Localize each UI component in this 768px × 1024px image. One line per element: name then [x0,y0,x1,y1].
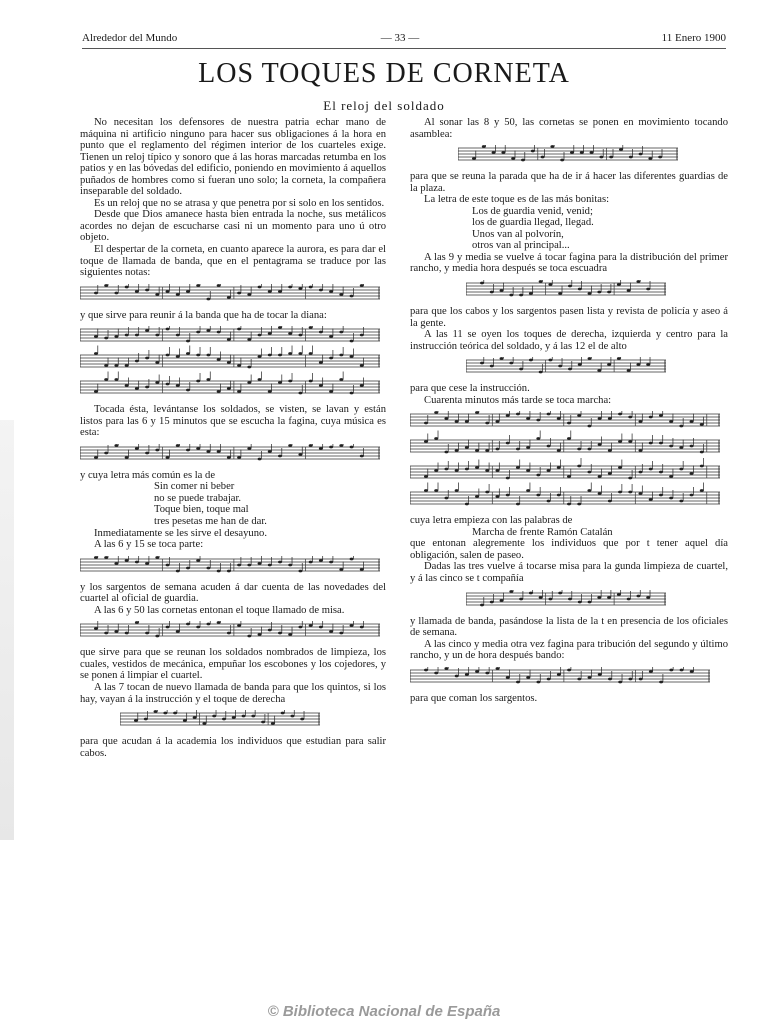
music-staff-asamblea [410,145,728,163]
paragraph: Tocada ésta, levántanse los soldados, se visten, se lavan y están listos para las 6 y 15 minutos que se escucha la fagina, cuya música es esta: [80,404,386,439]
paragraph: A las 7 tocan de nuevo llamada de banda para que los quintos, si los hay, vayan á la instrucción y el toque de derecha [80,681,386,705]
paragraph: A las cinco y media otra vez fagina para tribución del segundo y último rancho, y un de hora después bando: [410,638,728,662]
music-notation-icon [410,411,720,507]
paragraph: y que sirve para reunir á la banda que ha de tocar la diana: [80,309,327,321]
paragraph: y cuya letra más común es la de [80,469,216,481]
music-notation-icon [466,280,666,298]
paragraph: para que los cabos y los sargentos pasen lista y revista de policía y aseo á la gente. [410,306,728,329]
paragraph: Inmediatamente se les sirve el desayuno. [94,527,267,539]
music-notation-icon [120,710,320,728]
paragraph: A las 6 y 50 las cornetas entonan el toque llamado de misa. [94,604,345,616]
paragraph: Dadas las tres vuelve á tocarse misa para la gunda limpieza de cuartel, y á las cinco se t compañía [410,561,728,585]
paragraph: y llamada de banda, pasándose la lista de la t en presencia de los oficiales de semana. [410,615,728,639]
paragraph: A las 9 y media se vuelve á tocar fagina para la distribución del primer rancho, y media hora después se toca escuadra [410,251,728,275]
verse-line: Toque bien, toque mal [154,504,249,516]
music-staff-derecha [80,710,386,728]
verse-line: Los de guardia venid, venid; [472,205,593,217]
scan-edge-shadow [0,420,14,840]
library-watermark: © Biblioteca Nacional de España [267,1003,501,1020]
verse-line: Sin comer ni beber [154,481,235,493]
music-notation-icon [458,145,678,163]
music-notation-icon [466,357,666,375]
verse-line: no se puede trabajar. [154,492,242,504]
music-notation-icon [80,621,380,639]
paragraph: para que cese la instrucción. [410,383,530,395]
paragraph: La letra de este toque es de las más bonitas: [424,194,610,206]
music-staff-escuadra [410,280,728,298]
header-publication: Alrededor del Mundo [82,32,178,44]
header-rule [82,48,726,49]
music-notation-icon [80,556,380,574]
music-staff-diana [80,326,386,396]
article-title: LOS TOQUES DE CORNETA [198,58,570,89]
left-column [80,117,386,759]
right-column [410,117,728,704]
paragraph: para que coman los sargentos. [410,692,538,704]
music-notation-icon [80,326,380,396]
music-staff-parte [80,556,386,574]
music-notation-icon [80,284,380,302]
header-date: 11 Enero 1900 [661,32,726,44]
music-staff-bando [410,667,728,685]
paragraph: y los sargentos de semana acuden á dar cuenta de las novedades del cuartel al oficial de guardia. [80,581,386,605]
music-staff-misa [80,621,386,639]
verse-line: los de guardia llegad, llegad. [472,217,594,229]
paragraph: No necesitan los defensores de nuestra patria echar mano de máquina ni artificio ninguno para hacer sus obligaciones á la hora en punto que el reglamento del régimen interior de los cuarteles exige. Tienen un reloj típico y sonoro que á las horas marcadas retumba en los patios y en las bóvedas del edificio, poniendo en movimiento á aquellos puñados de hombres como si fueran uno solo; la corneta, la compañera inseparable del soldado. [80,117,386,198]
paragraph: A las 11 se oyen los toques de derecha, izquierda y centro para la instrucción teórica del soldado, y á las 12 el de alto [410,329,728,352]
music-notation-icon [80,444,380,462]
paragraph: Cuarenta minutos más tarde se toca marcha: [424,394,612,406]
article-subtitle: El reloj del soldado [323,98,445,113]
music-staff-companía [410,590,728,608]
music-staff-fagina [80,444,386,462]
verse-line: tres pesetas me han de dar. [154,516,267,528]
paragraph: A las 6 y 15 se toca parte: [94,539,204,551]
paragraph: Al sonar las 8 y 50, las cornetas se ponen en movimiento tocando asamblea: [410,117,728,140]
paragraph: para que acudan á la academia los individuos que estudian para salir cabos. [80,736,386,759]
music-staff-llamada [80,284,386,302]
header-page-number: — 33 — [380,32,420,44]
music-staff-marcha [410,411,728,507]
verse-line: Unos van al polvorín, [472,228,564,240]
paragraph: Es un reloj que no se atrasa y que penetra por si solo en los sentidos. [94,197,385,209]
verse-line: otros van al principal... [472,240,570,252]
paragraph: El despertar de la corneta, en cuanto aparece la aurora, es para dar el toque de llamada de banda, que en el pentagrama se traduce por las siguientes notas: [80,244,386,279]
paragraph: cuya letra empieza con las palabras de [410,515,573,527]
paragraph: que sirve para que se reunan los soldados nombrados de limpieza, los cuales, vestidos de mecánica, empuñar los escobones y los cojedores, y se ponen á limpiar el cuartel. [80,647,386,682]
paragraph: que entonan alegremente los individuos que por t tener aquel día obligación, salen de paseo. [410,538,728,561]
music-notation-icon [466,590,666,608]
verse-line: Marcha de frente Ramón Catalán [472,526,613,538]
paragraph: para que se reuna la parada que ha de ir á hacer las diferentes guardias de la plaza. [410,171,728,194]
paragraph: Desde que Dios amanece hasta bien entrada la noche, sus metálicos acordes no dejan de escucharse casi ni un momento para uno ú otro objeto. [80,209,386,244]
music-staff-alto [410,357,728,375]
music-notation-icon [410,667,710,685]
